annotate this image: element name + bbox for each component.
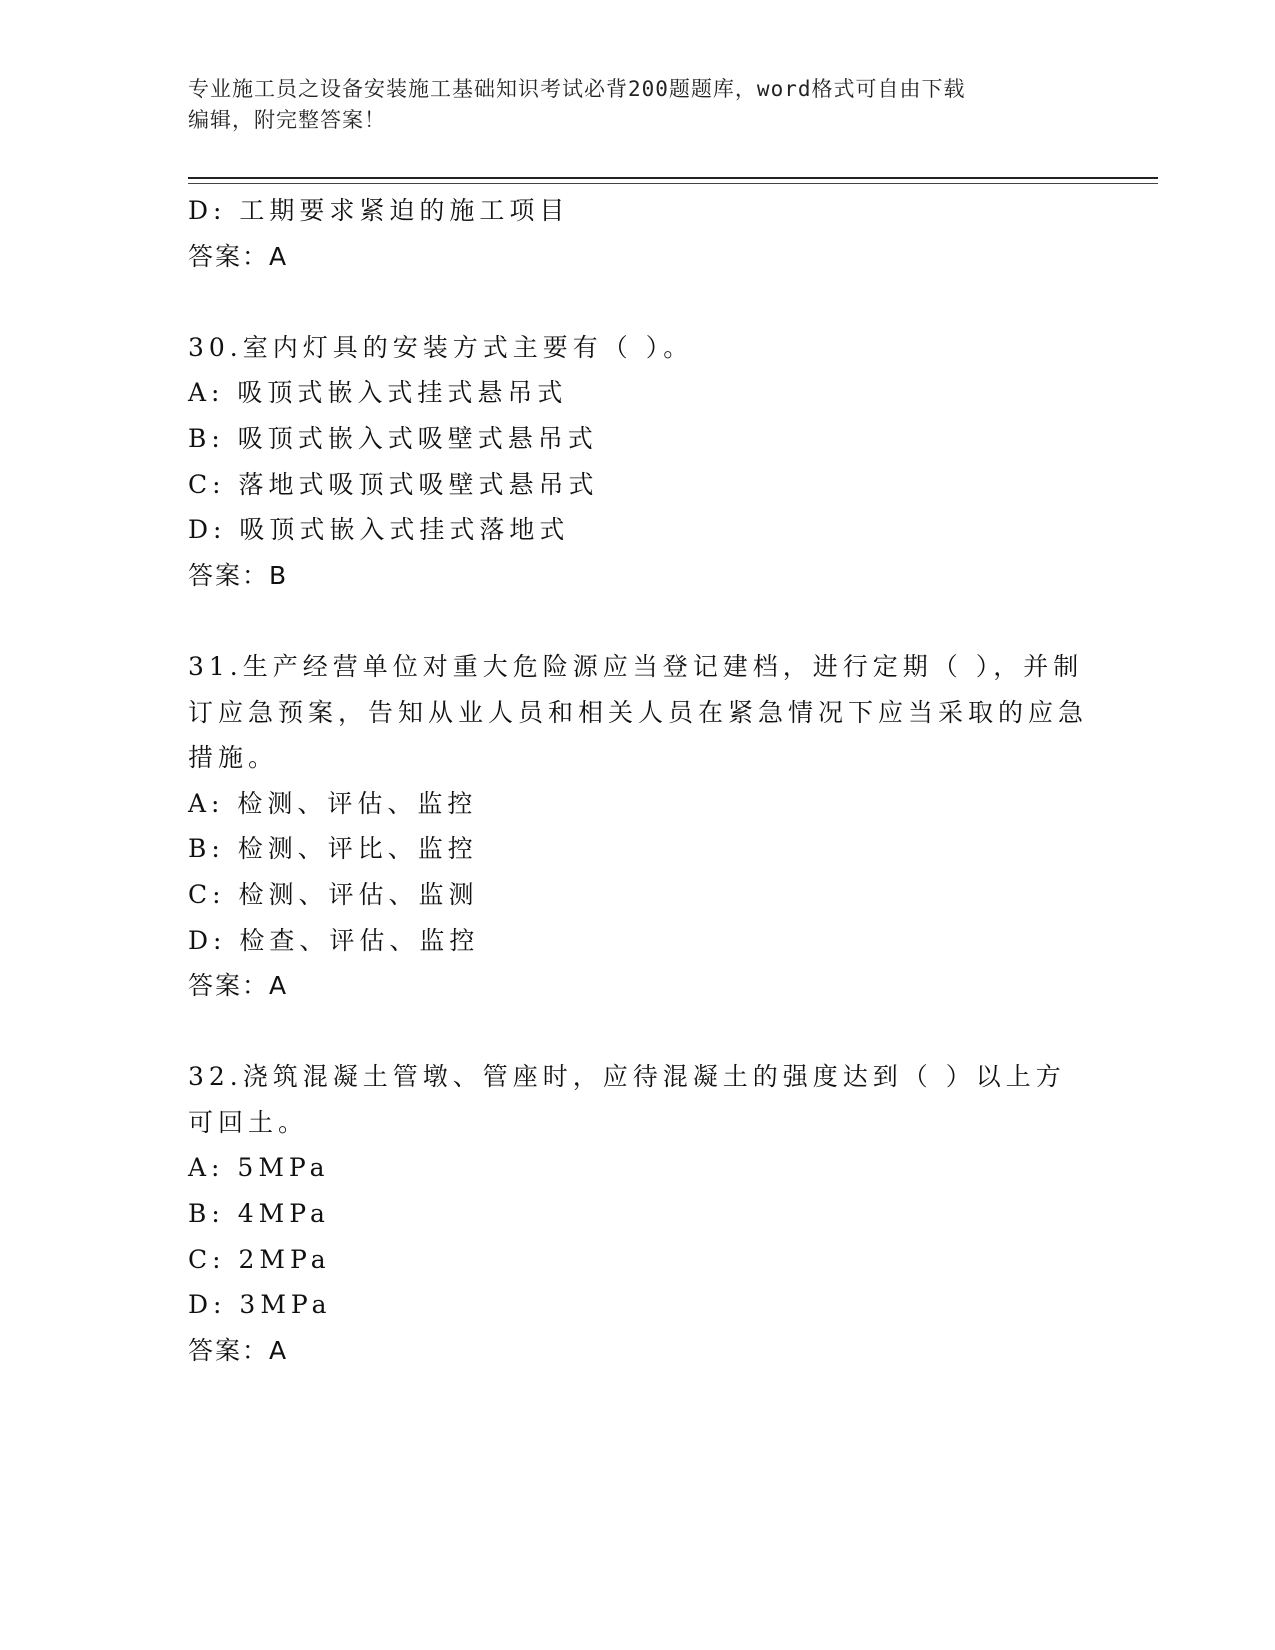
option-a: A: 检测、评估、监控 [188, 788, 478, 818]
header-line-1: 专业施工员之设备安装施工基础知识考试必背200题题库，word格式可自由下载 [188, 77, 966, 101]
option-b: B: 吸顶式嵌入式吸壁式悬吊式 [188, 423, 598, 453]
question-text: 32.浇筑混凝土管墩、管座时，应待混凝土的强度达到（ ）以上方可回土。 [188, 1062, 1066, 1137]
option-d: D: 吸顶式嵌入式挂式落地式 [188, 515, 570, 545]
header-divider-thick [188, 177, 1158, 179]
header-divider-thin [188, 183, 1158, 184]
option-a: A: 5MPa [188, 1153, 330, 1183]
option-c: C: 落地式吸顶式吸壁式悬吊式 [188, 469, 599, 499]
spacer [188, 598, 1088, 644]
answer-label: 答案：A [188, 971, 289, 1001]
question-text: 31.生产经营单位对重大危险源应当登记建档，进行定期（ ），并制订应急预案，告知从业人员和相关人员在紧急情况下应当采取的应急措施。 [188, 651, 1089, 773]
option-a: A: 吸顶式嵌入式挂式悬吊式 [188, 378, 568, 408]
option-d: D: 3MPa [188, 1290, 332, 1320]
question-text: 30.室内灯具的安装方式主要有（ ）。 [188, 332, 694, 362]
spacer [188, 279, 1088, 325]
answer-label: 答案：A [188, 241, 289, 271]
option-d: D: 工期要求紧迫的施工项目 [188, 196, 570, 225]
option-c: C: 2MPa [188, 1244, 331, 1274]
carryover-question [188, 188, 1088, 279]
answer-label: 答案：B [188, 560, 289, 590]
option-c: C: 检测、评估、监测 [188, 879, 479, 909]
question-31 [188, 644, 1088, 1009]
question-32 [188, 1054, 1088, 1373]
answer-label: 答案：A [188, 1335, 289, 1365]
header-line-2: 编辑，附完整答案！ [188, 108, 386, 132]
spacer [188, 1009, 1088, 1055]
option-b: B: 检测、评比、监控 [188, 834, 478, 864]
document-header [188, 74, 1088, 136]
option-d: D: 检查、评估、监控 [188, 925, 480, 955]
question-list [188, 188, 1088, 1373]
option-b: B: 4MPa [188, 1199, 330, 1229]
question-30 [188, 325, 1088, 599]
